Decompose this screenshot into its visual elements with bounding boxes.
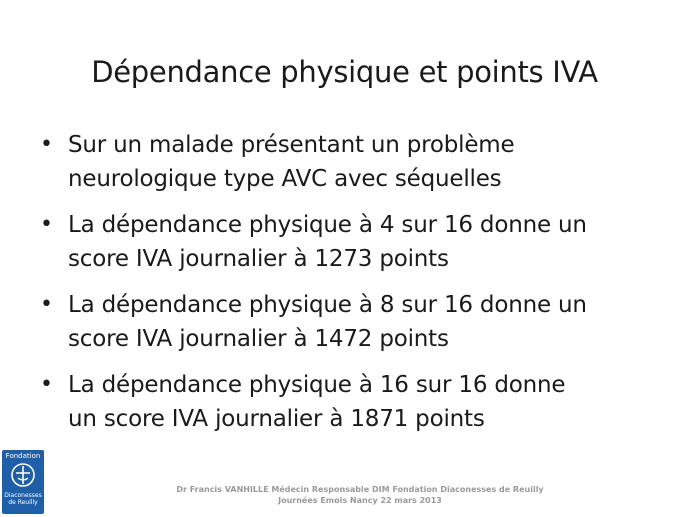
logo-emblem-icon xyxy=(11,463,35,487)
foundation-logo xyxy=(2,450,44,514)
bullet-item: • La dépendance physique à 8 sur 16 donne un score IVA journalier à 1472 points xyxy=(40,288,680,356)
slide-footer xyxy=(90,484,630,506)
bullet-item: • Sur un malade présentant un problème neurologique type AVC avec séquelles xyxy=(40,128,680,196)
bullet-item: • La dépendance physique à 16 sur 16 donne un score IVA journalier à 1871 points xyxy=(40,368,680,436)
logo-bottom-line: de Reuilly xyxy=(8,499,38,506)
logo-bottom-line: Diaconesses xyxy=(4,492,42,499)
bullet-list xyxy=(40,128,680,448)
footer-line-2: Journées Emois Nancy 22 mars 2013 xyxy=(278,496,442,505)
bullet-item: • La dépendance physique à 4 sur 16 donne un score IVA journalier à 1273 points xyxy=(40,208,680,276)
slide-title: Dépendance physique et points IVA xyxy=(91,55,598,89)
logo-top-text: Fondation xyxy=(5,452,41,460)
logo-bottom-text xyxy=(2,492,44,506)
footer-line-1: Dr Francis VANHILLE Médecin Responsable DIM Fondation Diaconesses de Reuilly xyxy=(176,485,544,494)
